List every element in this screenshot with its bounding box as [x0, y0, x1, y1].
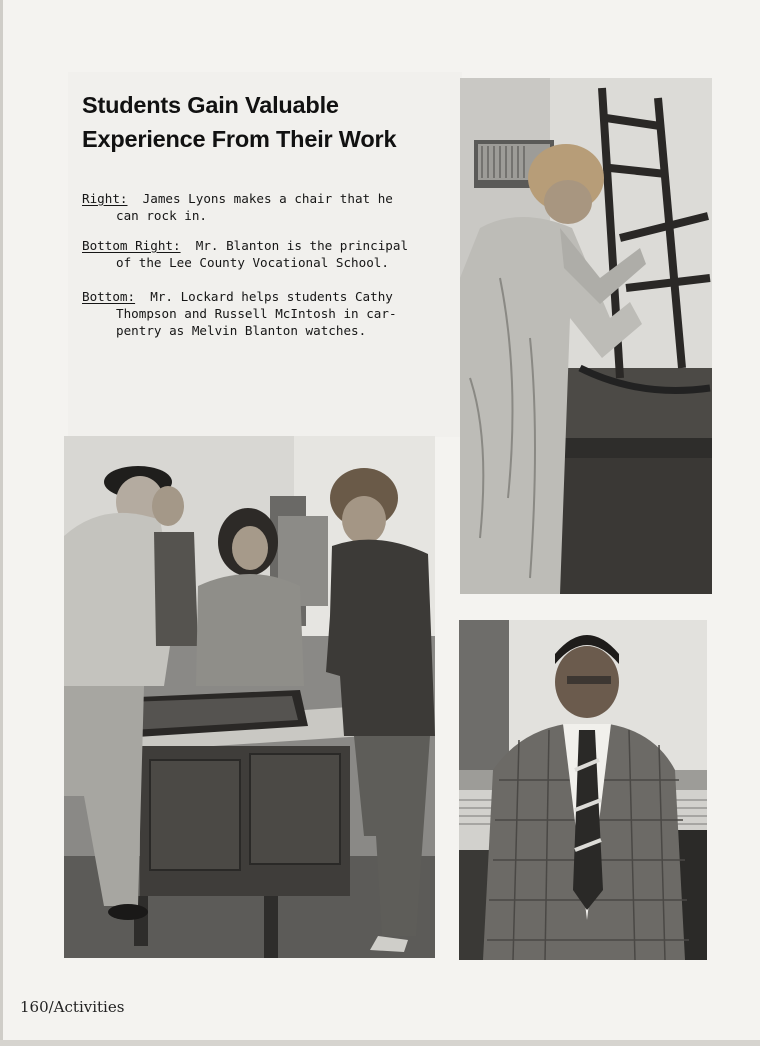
page-folio: 160/Activities [20, 998, 125, 1016]
photo-principal [459, 620, 707, 960]
caption-bottom [82, 288, 452, 339]
page-binding-edge [0, 0, 3, 1046]
caption-text: Mr. Lockard helps students Cathy [150, 289, 393, 304]
photo-student-chair [460, 78, 712, 594]
title-line-1: Students Gain Valuable [82, 92, 339, 118]
caption-right [82, 190, 452, 224]
caption-text: Thompson and Russell McIntosh in car- [116, 306, 397, 321]
caption-text: can rock in. [116, 208, 207, 223]
caption-text: pentry as Melvin Blanton watches. [116, 323, 367, 338]
caption-text: Mr. Blanton is the principal [195, 238, 409, 253]
caption-label: Bottom: [82, 289, 136, 304]
page-title [82, 88, 452, 156]
photo-carpentry-class [64, 436, 435, 958]
caption-text: James Lyons makes a chair that he [142, 191, 393, 206]
page-bottom-edge [0, 1040, 760, 1046]
caption-label: Right: [82, 191, 128, 206]
caption-bottom-right [82, 237, 452, 271]
title-line-2: Experience From Their Work [82, 126, 397, 152]
caption-label: Bottom Right: [82, 238, 181, 253]
caption-text: of the Lee County Vocational School. [116, 255, 389, 270]
